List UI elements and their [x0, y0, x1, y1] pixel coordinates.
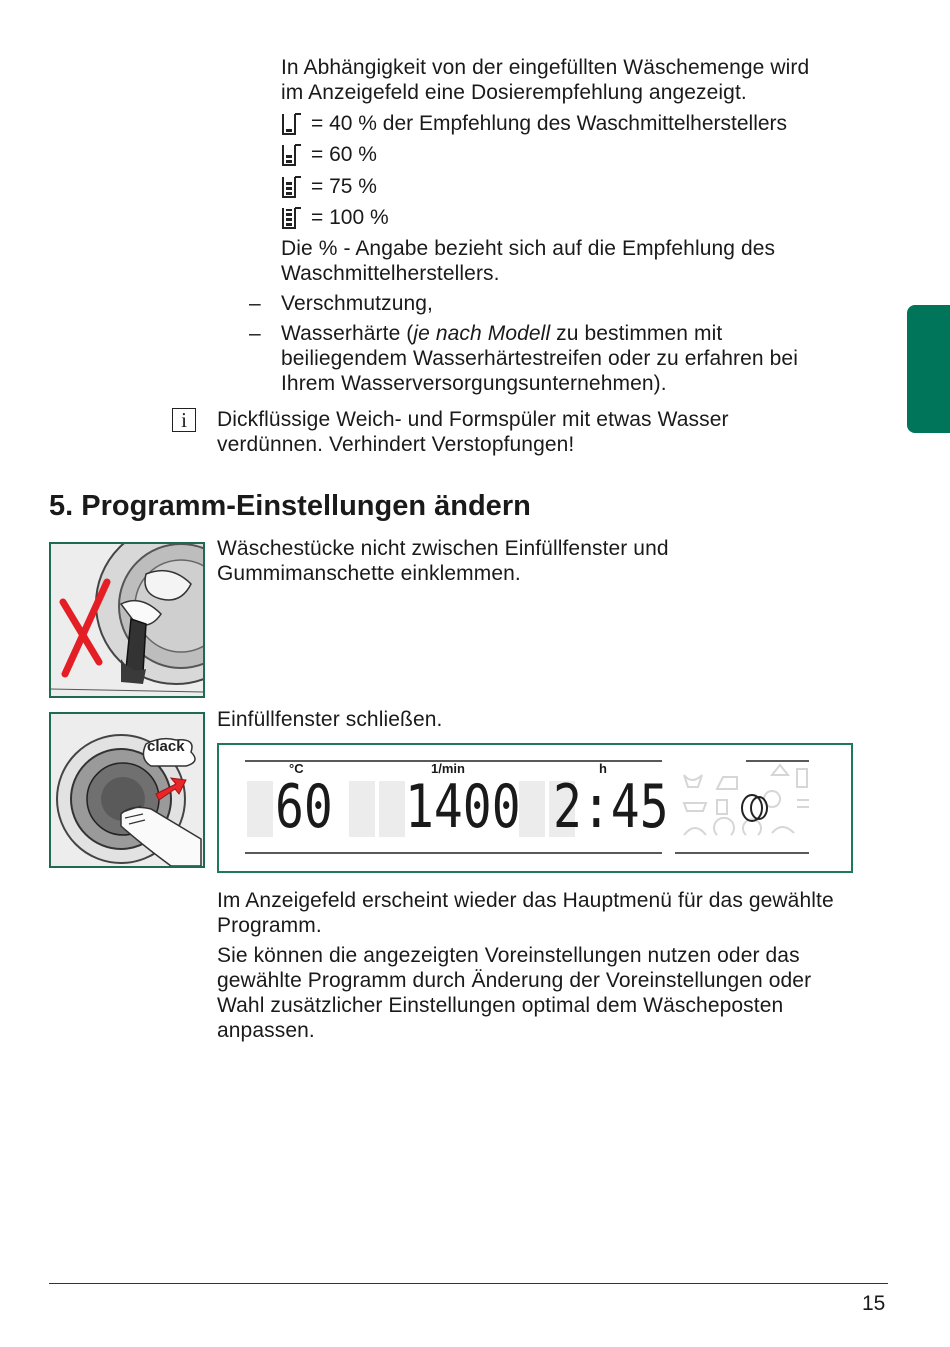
bullet-water-hardness-3: Ihrem Wasserversorgungsunternehmen).	[281, 372, 667, 395]
chapter-tab	[907, 305, 950, 433]
footer-rule	[49, 1283, 888, 1284]
temp-unit: °C	[289, 761, 304, 776]
dosage-text: = 60 %	[311, 143, 377, 166]
clack-label: clack	[147, 738, 185, 755]
percent-note-2: Waschmittelherstellers.	[281, 262, 500, 285]
dosage-level-2-icon	[281, 143, 303, 167]
after-p2-line-4: anpassen.	[217, 1019, 315, 1042]
after-p2-line-2: gewählte Programm durch Änderung der Voreinstellungen oder	[217, 969, 812, 992]
dosage-text: = 40 % der Empfehlung des Waschmittelherstellers	[311, 112, 788, 135]
bullet-text: Wasserhärte (	[281, 322, 414, 345]
info-line-2: verdünnen. Verhindert Verstopfungen!	[217, 433, 575, 456]
close-door-icon	[51, 714, 203, 866]
display-panel	[217, 743, 853, 873]
dosage-level-3-icon	[281, 175, 303, 199]
after-p2-line-1: Sie können die angezeigten Voreinstellungen nutzen oder das	[217, 944, 800, 967]
time-value: 2:45	[553, 772, 669, 842]
intro-line-2: im Anzeigefeld eine Dosierempfehlung angezeigt.	[281, 81, 747, 104]
bullet-soiling: Verschmutzung,	[281, 292, 433, 315]
temp-value: 60	[275, 772, 333, 842]
close-door-illustration	[49, 712, 205, 868]
page-number: 15	[862, 1292, 886, 1315]
bullet-dash: –	[249, 292, 261, 315]
laundry-door-illustration	[49, 542, 205, 698]
bullet-dash: –	[249, 322, 261, 345]
after-p2-line-3: Wahl zusätzlicher Einstellungen optimal dem Wäscheposten	[217, 994, 784, 1017]
laundry-door-icon	[51, 544, 203, 696]
dosage-level-4-icon	[281, 206, 303, 230]
bullet-water-hardness	[281, 321, 722, 346]
info-line-1: Dickflüssige Weich- und Formspüler mit etwas Wasser	[217, 408, 729, 431]
info-icon: i	[172, 408, 196, 432]
bullet-text: zu bestimmen mit	[550, 322, 723, 345]
dosage-row-100	[281, 205, 389, 230]
dosage-row-75	[281, 174, 377, 199]
intro-line-1: In Abhängigkeit von der eingefüllten Wäschemenge wird	[281, 56, 810, 79]
after-p1-line-1: Im Anzeigefeld erscheint wieder das Hauptmenü für das gewählte	[217, 889, 834, 912]
section-heading: 5. Programm-Einstellungen ändern	[49, 490, 531, 522]
speed-unit: 1/min	[431, 761, 465, 776]
dosage-level-1-icon	[281, 112, 303, 136]
step1-line-2: Gummimanschette einklemmen.	[217, 562, 521, 585]
step2-text: Einfüllfenster schließen.	[217, 708, 443, 731]
dosage-row-60	[281, 142, 377, 167]
time-unit: h	[599, 761, 607, 776]
dosage-row-40	[281, 111, 787, 136]
bullet-water-hardness-2: beiliegendem Wasserhärtestreifen oder zu erfahren bei	[281, 347, 798, 370]
dosage-text: = 100 %	[311, 206, 389, 229]
step1-line-1: Wäschestücke nicht zwischen Einfüllfenster und	[217, 537, 669, 560]
percent-note-1: Die % - Angabe bezieht sich auf die Empfehlung des	[281, 237, 776, 260]
bullet-italic: je nach Modell	[413, 322, 551, 345]
dosage-text: = 75 %	[311, 175, 377, 198]
speed-value: 1400	[405, 772, 521, 842]
after-p1-line-2: Programm.	[217, 914, 322, 937]
